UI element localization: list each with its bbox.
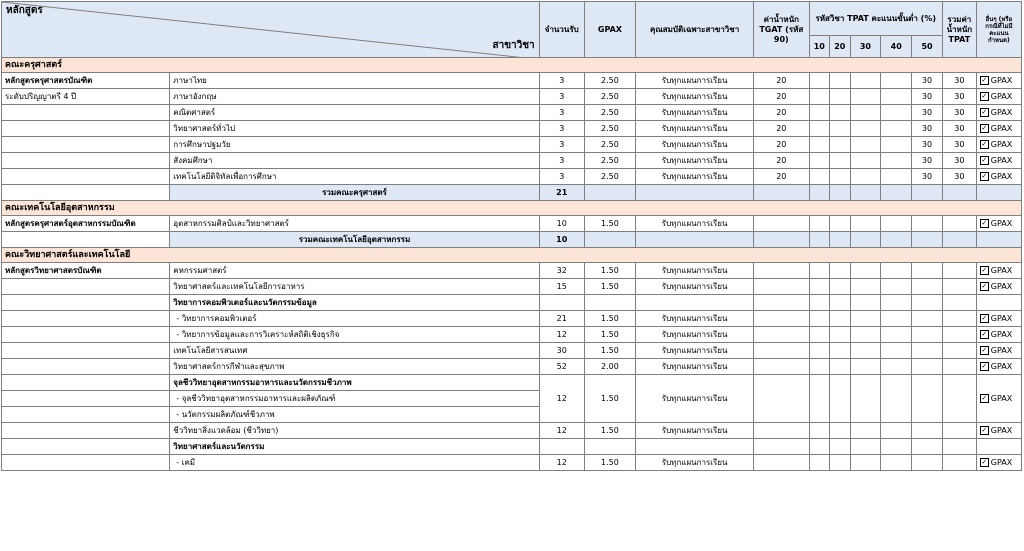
major-name: สังคมศึกษา (170, 153, 539, 169)
table-row (2, 295, 1022, 311)
major-name: เทคโนโลยีดิจิทัลเพื่อการศึกษา (170, 169, 539, 185)
gpax-cell: 1.50 (584, 423, 635, 439)
other-cell (976, 279, 1021, 295)
major-name: - วิทยาการคอมพิวเตอร์ (170, 311, 539, 327)
tgat-line-3: 90) (773, 34, 789, 44)
table-row (2, 327, 1022, 343)
header-tpat-group: รหัสวิชา TPAT คะแนนขั้นต่ำ (%) (809, 2, 942, 36)
major-name: - วิทยาการข้อมูลและการวิเคราะห์สถิติเชิงธุรกิจ (170, 327, 539, 343)
major-name: วิทยาศาสตร์และเทคโนโลยีการอาหาร (170, 279, 539, 295)
other-line-4: กำหนด) (988, 36, 1010, 44)
check-label: GPAX (990, 123, 1013, 133)
tgat-cell: 20 (754, 153, 809, 169)
seats-cell: 52 (539, 359, 584, 375)
check-label: GPAX (990, 75, 1013, 85)
tgat-line-2: TGAT (รหัส (759, 24, 804, 34)
seats-cell: 3 (539, 105, 584, 121)
check-label: GPAX (990, 107, 1013, 117)
seats-cell: 32 (539, 263, 584, 279)
check-label: GPAX (990, 91, 1013, 101)
tpat50-cell: 30 (912, 169, 943, 185)
faculty-total-label: รวมคณะครุศาสตร์ (170, 185, 539, 201)
checkbox-icon: ✓ (981, 75, 988, 84)
header-program: หลักสูตร (6, 5, 43, 16)
faculty-header: คณะเทคโนโลยีอุตสาหกรรม (2, 201, 1022, 216)
qual-cell: รับทุกแผนการเรียน (636, 216, 754, 232)
header-major: สาขาวิชา (492, 40, 535, 51)
table-row (2, 89, 1022, 105)
major-name: คณิตศาสตร์ (170, 105, 539, 121)
tpat50-cell: 30 (912, 73, 943, 89)
tpat50-cell: 30 (912, 105, 943, 121)
faculty-total-label: รวมคณะเทคโนโลยีอุตสาหกรรม (170, 232, 539, 248)
check-label: GPAX (990, 345, 1013, 355)
table-row (2, 73, 1022, 89)
gpax-cell: 2.50 (584, 121, 635, 137)
qual-cell: รับทุกแผนการเรียน (636, 423, 754, 439)
gpax-cell: 2.50 (584, 89, 635, 105)
seats-cell: 12 (539, 455, 584, 471)
seats-cell: 30 (539, 343, 584, 359)
header-qualification: คุณสมบัติเฉพาะสาขาวิชา (636, 2, 754, 58)
check-label: GPAX (990, 313, 1013, 323)
table-row (2, 311, 1022, 327)
other-cell (976, 263, 1021, 279)
major-name: วิทยาศาสตร์ทั่วไป (170, 121, 539, 137)
seats-cell: 3 (539, 89, 584, 105)
table-row (2, 137, 1022, 153)
checkbox-icon: ✓ (981, 281, 988, 290)
diagonal-line (2, 2, 526, 58)
major-group: วิทยาการคอมพิวเตอร์และนวัตกรรมข้อมูล (170, 295, 539, 311)
seats-cell: 12 (539, 423, 584, 439)
gpax-cell: 1.50 (584, 216, 635, 232)
header-gpax: GPAX (584, 2, 635, 58)
header-tgat (754, 2, 809, 58)
header-tpat-10: 10 (809, 36, 830, 58)
tgat-cell: 20 (754, 121, 809, 137)
checkbox-icon: ✓ (981, 425, 988, 434)
check-label: GPAX (990, 139, 1013, 149)
other-cell (976, 89, 1021, 105)
table-row (2, 359, 1022, 375)
major-group: จุลชีววิทยาอุตสาหกรรมอาหารและนวัตกรรมชีวภาพ (170, 375, 539, 391)
major-name: เทคโนโลยีสารสนเทศ (170, 343, 539, 359)
table-row (2, 121, 1022, 137)
checkbox-icon: ✓ (981, 123, 988, 132)
other-cell (976, 153, 1021, 169)
other-cell (976, 137, 1021, 153)
faculty-header: คณะวิทยาศาสตร์และเทคโนโลยี (2, 248, 1022, 263)
qual-cell: รับทุกแผนการเรียน (636, 311, 754, 327)
admission-table (1, 1, 1022, 471)
faculty-total-row (2, 185, 1022, 201)
other-cell (976, 105, 1021, 121)
check-label: GPAX (990, 425, 1013, 435)
seats-cell: 3 (539, 121, 584, 137)
faculty-total-value: 21 (539, 185, 584, 201)
checkbox-icon: ✓ (981, 171, 988, 180)
seats-cell: 3 (539, 137, 584, 153)
checkbox-icon: ✓ (981, 265, 988, 274)
seats-cell: 3 (539, 73, 584, 89)
tpat50-cell: 30 (912, 137, 943, 153)
qual-cell: รับทุกแผนการเรียน (636, 137, 754, 153)
major-group: วิทยาศาสตร์และนวัตกรรม (170, 439, 539, 455)
other-line-3: คะแนน (989, 29, 1009, 37)
program-name: หลักสูตรครุศาสตรบัณฑิต (2, 73, 170, 89)
other-cell (976, 169, 1021, 185)
faculty-total-row (2, 232, 1022, 248)
header-other (976, 2, 1021, 58)
checkbox-icon: ✓ (981, 345, 988, 354)
qual-cell: รับทุกแผนการเรียน (636, 343, 754, 359)
other-cell (976, 375, 1021, 423)
check-label: GPAX (990, 361, 1013, 371)
other-cell (976, 73, 1021, 89)
checkbox-icon: ✓ (981, 155, 988, 164)
program-sub: ระดับปริญญาตรี 4 ปี (2, 89, 170, 105)
total-cell: 30 (942, 153, 976, 169)
qual-cell: รับทุกแผนการเรียน (636, 279, 754, 295)
qual-cell: รับทุกแผนการเรียน (636, 121, 754, 137)
other-cell (976, 327, 1021, 343)
gpax-cell: 1.50 (584, 455, 635, 471)
tgat-cell: 20 (754, 169, 809, 185)
header-tpat-20: 20 (830, 36, 851, 58)
checkbox-icon: ✓ (981, 361, 988, 370)
seats-cell: 15 (539, 279, 584, 295)
qual-cell: รับทุกแผนการเรียน (636, 153, 754, 169)
tgat-cell: 20 (754, 73, 809, 89)
header-program-major (2, 2, 540, 58)
qual-cell: รับทุกแผนการเรียน (636, 375, 754, 423)
gpax-cell: 2.50 (584, 137, 635, 153)
total-cell: 30 (942, 89, 976, 105)
total-line-2: น้ำหนัก (946, 24, 973, 34)
checkbox-icon: ✓ (981, 139, 988, 148)
gpax-cell: 1.50 (584, 343, 635, 359)
seats-cell: 12 (539, 327, 584, 343)
major-name: ชีววิทยาสิ่งแวดล้อม (ชีววิทยา) (170, 423, 539, 439)
table-row (2, 216, 1022, 232)
major-name: คหกรรมศาสตร์ (170, 263, 539, 279)
check-label: GPAX (990, 171, 1013, 181)
check-label: GPAX (990, 265, 1013, 275)
major-name: ภาษาไทย (170, 73, 539, 89)
other-line-2: กรณีที่ไม่มี (985, 22, 1013, 30)
gpax-cell: 2.50 (584, 105, 635, 121)
gpax-cell: 2.50 (584, 153, 635, 169)
program-name: หลักสูตรวิทยาศาสตรบัณฑิต (2, 263, 170, 279)
header-total (942, 2, 976, 58)
faculty-header: คณะครุศาสตร์ (2, 58, 1022, 73)
table-row (2, 105, 1022, 121)
other-cell (976, 121, 1021, 137)
total-cell: 30 (942, 121, 976, 137)
seats-cell: 10 (539, 216, 584, 232)
major-name: - เคมี (170, 455, 539, 471)
tgat-cell: 20 (754, 137, 809, 153)
total-cell: 30 (942, 137, 976, 153)
checkbox-icon: ✓ (981, 91, 988, 100)
qual-cell: รับทุกแผนการเรียน (636, 169, 754, 185)
other-cell (976, 455, 1021, 471)
major-name: การศึกษาปฐมวัย (170, 137, 539, 153)
qual-cell: รับทุกแผนการเรียน (636, 73, 754, 89)
seats-cell: 12 (539, 375, 584, 423)
checkbox-icon: ✓ (981, 218, 988, 227)
checkbox-icon: ✓ (981, 393, 988, 402)
major-name: อุตสาหกรรมศิลป์และวิทยาศาสตร์ (170, 216, 539, 232)
program-name: หลักสูตรครุศาสตร์อุตสาหกรรมบัณฑิต (2, 216, 170, 232)
other-cell (976, 311, 1021, 327)
qual-cell: รับทุกแผนการเรียน (636, 263, 754, 279)
gpax-cell: 1.50 (584, 263, 635, 279)
header-tpat-50: 50 (912, 36, 943, 58)
gpax-cell: 1.50 (584, 327, 635, 343)
table-row (2, 455, 1022, 471)
gpax-cell: 2.50 (584, 169, 635, 185)
check-label: GPAX (990, 155, 1013, 165)
tgat-cell: 20 (754, 89, 809, 105)
total-line-3: TPAT (948, 34, 971, 44)
gpax-cell: 1.50 (584, 279, 635, 295)
checkbox-icon: ✓ (981, 107, 988, 116)
tpat50-cell: 30 (912, 153, 943, 169)
table-row (2, 439, 1022, 455)
check-label: GPAX (990, 457, 1013, 467)
gpax-cell: 2.00 (584, 359, 635, 375)
header-tpat-40: 40 (881, 36, 912, 58)
tpat50-cell: 30 (912, 89, 943, 105)
table-row (2, 169, 1022, 185)
qual-cell: รับทุกแผนการเรียน (636, 105, 754, 121)
seats-cell: 3 (539, 169, 584, 185)
other-line-1: อื่นๆ (หรือ (985, 15, 1013, 23)
check-label: GPAX (990, 281, 1013, 291)
seats-cell: 21 (539, 311, 584, 327)
tgat-line-1: ค่าน้ำหนัก (763, 14, 799, 24)
qual-cell: รับทุกแผนการเรียน (636, 327, 754, 343)
tgat-cell: 20 (754, 105, 809, 121)
major-name: วิทยาศาสตร์การกีฬาและสุขภาพ (170, 359, 539, 375)
qual-cell: รับทุกแผนการเรียน (636, 455, 754, 471)
other-cell (976, 343, 1021, 359)
total-cell: 30 (942, 169, 976, 185)
table-row (2, 423, 1022, 439)
table-row (2, 375, 1022, 391)
other-cell (976, 423, 1021, 439)
table-row (2, 343, 1022, 359)
table-row (2, 279, 1022, 295)
checkbox-icon: ✓ (981, 313, 988, 322)
checkbox-icon: ✓ (981, 457, 988, 466)
check-label: GPAX (990, 393, 1013, 403)
header-seats: จำนวนรับ (539, 2, 584, 58)
tpat50-cell: 30 (912, 121, 943, 137)
table-row (2, 153, 1022, 169)
qual-cell: รับทุกแผนการเรียน (636, 89, 754, 105)
other-cell (976, 359, 1021, 375)
checkbox-icon: ✓ (981, 329, 988, 338)
major-name: ภาษาอังกฤษ (170, 89, 539, 105)
gpax-cell: 1.50 (584, 375, 635, 423)
major-name: - จุลชีววิทยาอุตสาหกรรมอาหารและผลิตภัณฑ์ (170, 391, 539, 407)
check-label: GPAX (990, 329, 1013, 339)
total-cell: 30 (942, 73, 976, 89)
other-cell (976, 216, 1021, 232)
check-label: GPAX (990, 218, 1013, 228)
major-name: - นวัตกรรมผลิตภัณฑ์ชีวภาพ (170, 407, 539, 423)
gpax-cell: 2.50 (584, 73, 635, 89)
qual-cell: รับทุกแผนการเรียน (636, 359, 754, 375)
table-row (2, 263, 1022, 279)
total-line-1: รวมค่า (947, 14, 972, 24)
faculty-total-value: 10 (539, 232, 584, 248)
total-cell: 30 (942, 105, 976, 121)
seats-cell: 3 (539, 153, 584, 169)
header-tpat-30: 30 (850, 36, 881, 58)
gpax-cell: 1.50 (584, 311, 635, 327)
